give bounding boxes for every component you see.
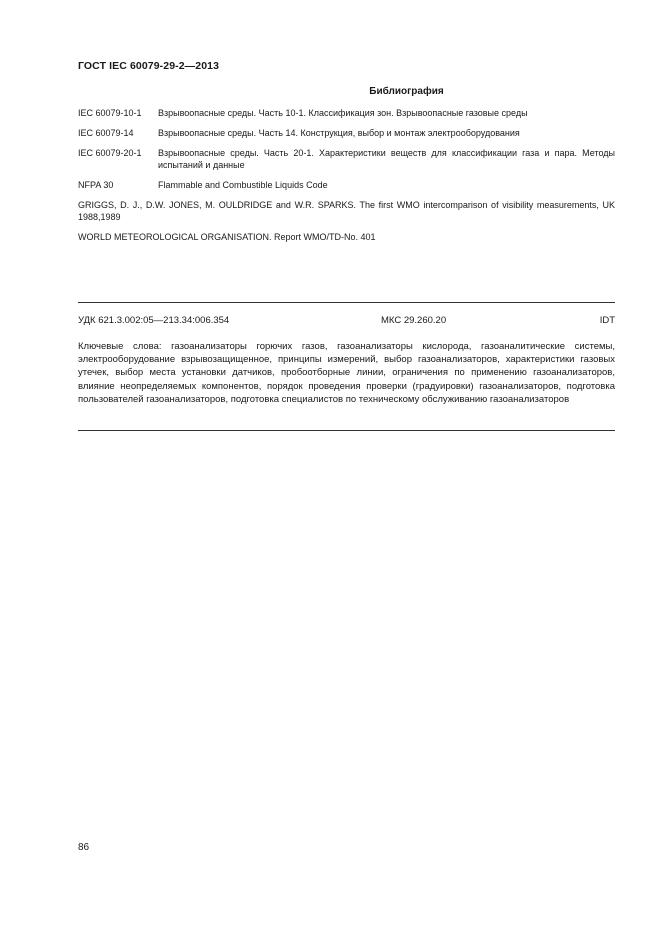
top-divider [78,302,615,303]
bibliography-full-entry: WORLD METEOROLOGICAL ORGANISATION. Report WMO/TD-No. 401 [78,232,376,242]
bibliography-entry [78,127,615,139]
udc-code: УДК 621.3.002:05—213.34:006.354 [78,315,230,326]
bibliography-text: Взрывоопасные среды. Часть 14. Конструкция, выбор и монтаж электрооборудования [158,128,520,138]
mks-code: МКС 29.260.20 [381,315,447,326]
bibliography-entry [78,107,615,119]
bibliography-entry [78,147,615,171]
bibliography-ref: IEC 60079-20-1 [78,148,142,158]
bibliography-title: Библиография [369,86,444,97]
bibliography-text: Flammable and Combustible Liquids Code [158,180,328,190]
idt-label: IDT [599,315,615,326]
document-code: ГОСТ IEC 60079-29-2—2013 [78,60,220,72]
bibliography-entry [78,179,615,191]
bibliography-ref: NFPA 30 [78,180,114,190]
bibliography-text: Взрывоопасные среды. Часть 20-1. Характеристики веществ для классификации газа и пара. Методы испытаний и данные [158,148,615,170]
keywords-paragraph: Ключевые слова: газоанализаторы горючих газов, газоанализаторы кислорода, газоаналитические системы, электрооборудование взрывозащищенное, принципы измерений, выбор газоанализаторов, характеристики газовых утечек, выбор места установки датчиков, пробоотборные линии, ограничения по применению газоанализаторов, влияние неопределяемых компонентов, порядок проведения проверки (градуировки) газоанализаторов, подготовка пользователей газоанализаторов, подготовка специалистов по техническому обслуживанию газоанализаторов [78,341,615,405]
bibliography-ref: IEC 60079-10-1 [78,108,142,118]
bibliography-text: Взрывоопасные среды. Часть 10-1. Классификация зон. Взрывоопасные газовые среды [158,108,528,118]
classification-line [78,315,615,327]
bottom-divider [78,430,615,431]
bibliography-full-entry: GRIGGS, D. J., D.W. JONES, M. OULDRIDGE and W.R. SPARKS. The first WMO intercomparison of visibility measurements, UK 1988,1989 [78,200,615,222]
bibliography-list [78,107,615,251]
bibliography-ref: IEC 60079-14 [78,128,134,138]
page-number: 86 [78,842,90,853]
